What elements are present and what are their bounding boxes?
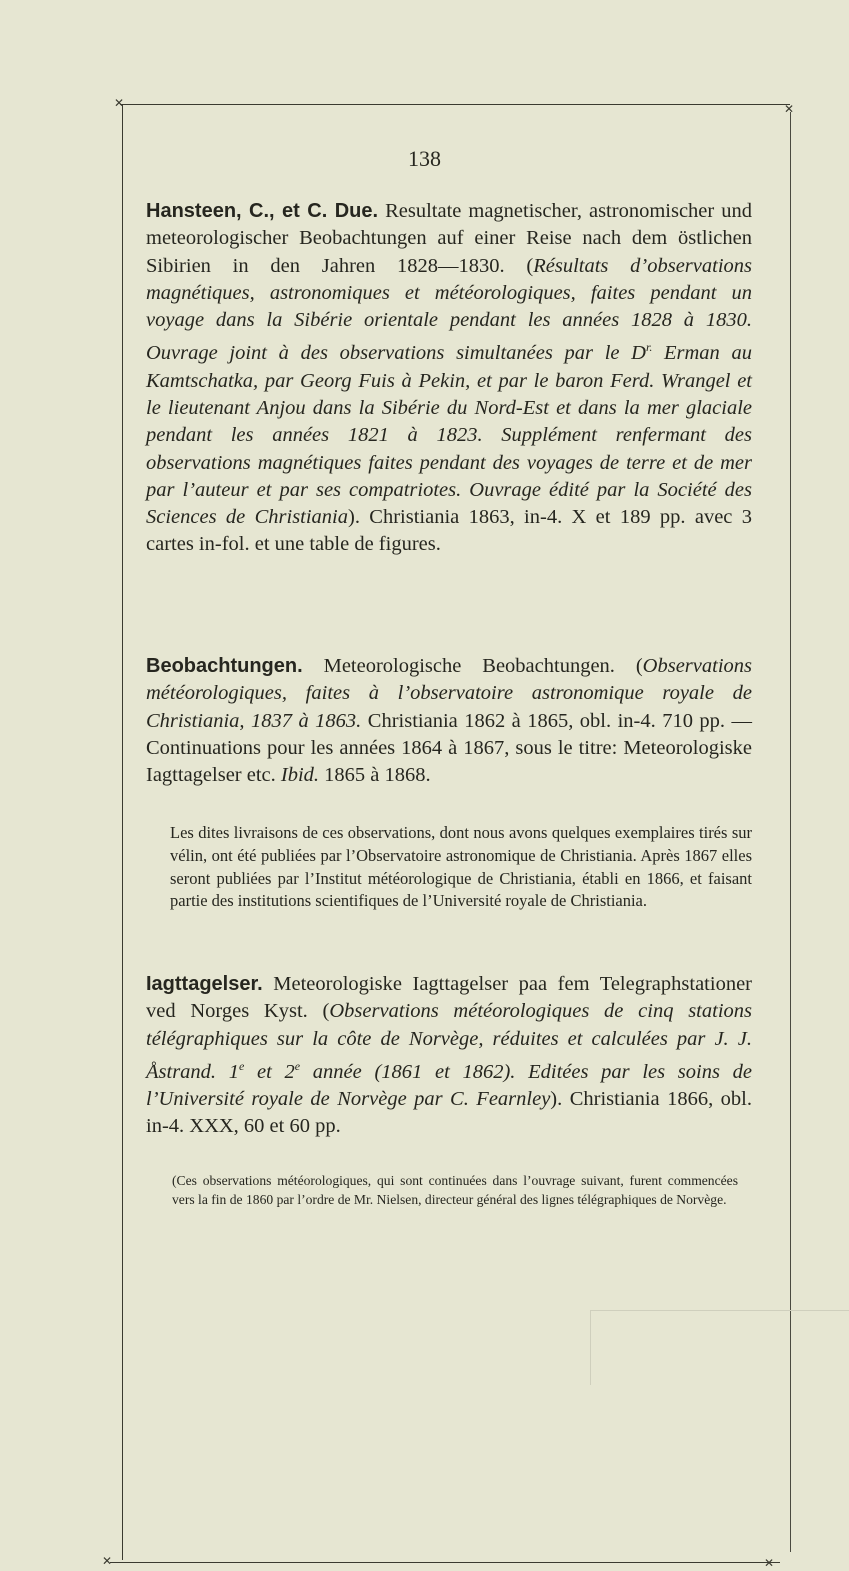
page-edge-mark	[590, 1310, 849, 1385]
corner-ornament-tl: ✕	[114, 96, 125, 110]
corner-ornament-bl: ✕	[102, 1554, 113, 1568]
frame-left-rule	[122, 104, 123, 1560]
page-number: 138	[408, 146, 441, 171]
entry-hansteen: Hansteen, C., et C. Due. Resultate magnetischer, astronomischer und meteorologischer Beobachtungen auf einer Reise nach dem östlichen Sibirien in den Jahren 1828—1830. (Résultats d’observations magnétiques, astronomiques et météorologiques, faites pendant un voyage dans la Sibérie orientale pendant les années 1828 à 1830. Ouvrage joint à des observations simultanées par le $D^{r.}$ Erman au Kamtschatka, par Georg Fuis à Pekin, et par le baron Ferd. Wrangel et le lieutenant Anjou dans la Sibérie du Nord-Est et dans la mer glaciale pendant les années 1821 à 1823. Supplément renfermant des observations magnétiques faites pendant des voyages de terre et de mer par l’auteur et par ses compatriotes. Ouvrage édité par la Société des Sciences de Christiania). Christiania 1863, in-4. X et 189 pp. avec 3 cartes in-fol. et une table de figures.	[146, 200, 752, 556]
frame-bottom-rule	[110, 1562, 780, 1563]
entry-iagttagelser: Iagttagelser. Meteorologiske Iagttagelser paa fem Telegraphstationer ved Norges Kyst. (Observations météorologiques de cinq stations télégraphiques sur la côte de Norvège, réduites et calculées par J. J. Åstrand. 1e et 2e année (1861 et 1862). Editées par les soins de l’Université royale de Norvège par C. Fearnley). Christiania 1866, obl. in-4. XXX, 60 et 60 pp.	[146, 973, 753, 1138]
entry-head: Beobachtungen.	[146, 655, 303, 677]
entry-head: Iagttagelser.	[146, 973, 263, 995]
corner-ornament-br: ✕	[764, 1556, 775, 1570]
note-ces-observations: (Ces observations météorologiques, qui sont continuées dans l’ouvrage suivant, furent commencées vers la fin de 1860 par l’ordre de Mr. Nielsen, directeur général des lignes télégraphiques de Norvège.	[172, 1173, 738, 1207]
entry-head: Hansteen, C., et C. Due.	[146, 200, 379, 222]
corner-ornament-tr: ✕	[784, 102, 795, 116]
note-livraisons: Les dites livraisons de ces observations, dont nous avons quelques exemplaires tirés sur vélin, ont été publiées par l’Observatoire astronomique de Christiania. Après 1867 elles seront publiées par l’Institut météorologique de Christiania, établi en 1866, et faisant partie des institutions scientifiques de l’Université royale de Christiania.	[170, 823, 752, 911]
frame-top-rule	[120, 104, 790, 105]
entry-beobachtungen: Beobachtungen. Meteorologische Beobachtungen. (Observations météorologiques, faites à l’observatoire astronomique royale de Christiania, 1837 à 1863. Christiania 1862 à 1865, obl. in-4. 710 pp. — Continuations pour les années 1864 à 1867, sous le titre: Meteorologiske Iagttagelser etc. Ibid. 1865 à 1868.	[146, 655, 752, 787]
